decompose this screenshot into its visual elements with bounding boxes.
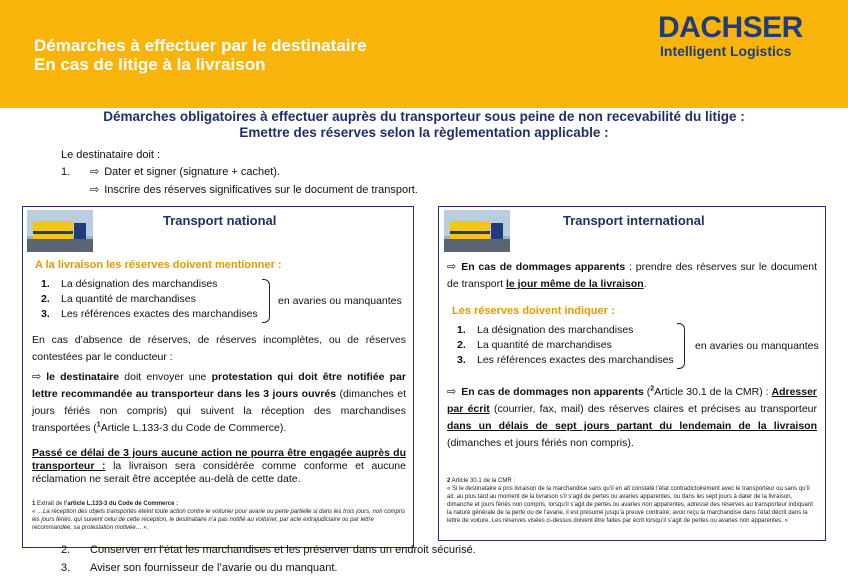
international-footnote: 2 Article 30.1 de la CMR : « Si le destinataire a pris livraison de la marchandise sans qu’il en ait constaté l’état contradictoirement avec le transporteur ou sans qu’il ait, au plus tard au moment de la livraison s’il s’agit de pertes ou avaries apparentes, ou dans les sept jours à dater de la livraison, dimanche et jours fériés non compris, lorsqu’il s’agit de pertes ou avaries non apparentes, adressé des réserves au transporteur indiquant la nature générale de la perte ou de l’avarie, il est présumé jusqu’à preuve contraire, avoir reçu la marchandise dans l’état décrit dans la lettre de voiture. Les réserves visées ci-dessus doivent être faites par écrit lorsqu’il s’agit de pertes ou avaries non apparentes. » <box>447 478 813 524</box>
arrow-right-icon: ⇨ <box>90 166 100 178</box>
header-title <box>34 36 367 74</box>
truck-photo <box>444 210 510 252</box>
list-item: 2. La quantité de marchandises <box>457 339 612 351</box>
panel-transport-international <box>438 206 826 541</box>
step2 <box>61 543 476 557</box>
intro-lead: Le destinataire doit : <box>61 149 161 161</box>
intro-step1 <box>61 165 280 179</box>
international-items-list <box>457 323 674 368</box>
step1-number: 1. <box>61 166 71 178</box>
step3-number: 3. <box>61 562 71 574</box>
list-item: 3. Les références exactes des marchandises <box>41 308 258 320</box>
international-orange-heading: Les réserves doivent indiquer : <box>452 305 615 317</box>
panel-title-national: Transport national <box>163 213 277 228</box>
international-para2: ⇨ En cas de dommages non apparents ($^2$Article 30.1 de la CMR) : Adresser par écrit (courrier, fax, mail) des réserves claires et précises au transporteur dans un délais de sept jours partant du lendemain de la livraison (dimanches et jours fériés non compris). <box>447 385 818 449</box>
step2-text: Conserver en l’état les marchandises et les préserver dans un endroit sécurisé. <box>90 544 476 556</box>
list-item: 1. La désignation des marchandises <box>457 324 634 336</box>
logo-tagline: Intelligent Logistics <box>660 43 792 59</box>
subtitle-line1: Démarches obligatoires à effectuer auprès du transporteur sous peine de non recevabilité du litige : <box>103 109 745 124</box>
intro-step1-sub <box>90 183 418 197</box>
step3 <box>61 561 337 575</box>
arrow-right-icon: ⇨ <box>32 371 42 383</box>
arrow-right-icon: ⇨ <box>447 261 457 273</box>
header-title-line1: Démarches à effectuer par le destinataire <box>34 36 367 55</box>
step1-text: Dater et signer (signature + cachet). <box>104 166 280 178</box>
list-item: 1. La désignation des marchandises <box>41 278 218 290</box>
national-para2: ⇨ le destinataire doit envoyer une protestation qui doit être notifiée par lettre recommandée au transporteur dans les 3 jours ouvrés (dimanches et jours fériés non compris) qui suivent la réception des marchandises transportées ($^1$Article L.133-3 du Code de Commerce). <box>32 371 406 434</box>
national-para1: En cas d’absence de réserves, de réserves incomplètes, ou de réserves contestées par le conducteur : <box>32 334 406 363</box>
step2-number: 2. <box>61 544 71 556</box>
list-item: 3. Les références exactes des marchandises <box>457 354 674 366</box>
truck-photo <box>27 210 93 252</box>
header-title-line2: En cas de litige à la livraison <box>34 55 266 74</box>
national-brace-label: en avaries ou manquantes <box>278 295 402 307</box>
arrow-right-icon: ⇨ <box>90 184 100 196</box>
international-para1: ⇨ En cas de dommages apparents : prendre des réserves sur le document de transport le jour même de la livraison. <box>447 261 817 290</box>
panel-title-international: Transport international <box>563 213 705 228</box>
brace-icon <box>677 323 685 369</box>
national-items-list <box>41 277 258 322</box>
logo-name: DACHSER <box>658 11 803 44</box>
list-item: 2. La quantité de marchandises <box>41 293 196 305</box>
dachser-logo <box>648 0 848 72</box>
step1-sub-text: Inscrire des réserves significatives sur le document de transport. <box>104 184 418 196</box>
national-footnote: 1 Extrait de l’article L.133-3 du Code de Commerce : « …La réception des objets transportés éteint toute action contre le voiturier pour avarie ou perte partielle si dans les trois jours, non compris les jours fériés, qui suivent celui de cette réception, le destinataire n’a pas notifié au voiturier, par acte extrajudiciaire ou par lettre recommandée, sa protestation motivée… ». <box>32 501 406 531</box>
subtitle-line2: Emettre des réserves selon la règlementation applicable : <box>239 125 609 140</box>
national-para3: Passé ce délai de 3 jours aucune action ne pourra être engagée auprès du transporteur : la livraison sera considérée comme conforme et aucune réclamation ne serait être acceptée au-delà de cette date. <box>32 447 406 485</box>
arrow-right-icon: ⇨ <box>447 386 457 398</box>
brace-icon <box>262 279 270 323</box>
panel-transport-national <box>22 206 414 548</box>
step3-text: Aviser son fournisseur de l’avarie ou du manquant. <box>90 562 338 574</box>
header-band <box>0 0 848 108</box>
national-orange-heading: A la livraison les réserves doivent mentionner : <box>35 259 282 271</box>
international-brace-label: en avaries ou manquantes <box>695 340 819 352</box>
